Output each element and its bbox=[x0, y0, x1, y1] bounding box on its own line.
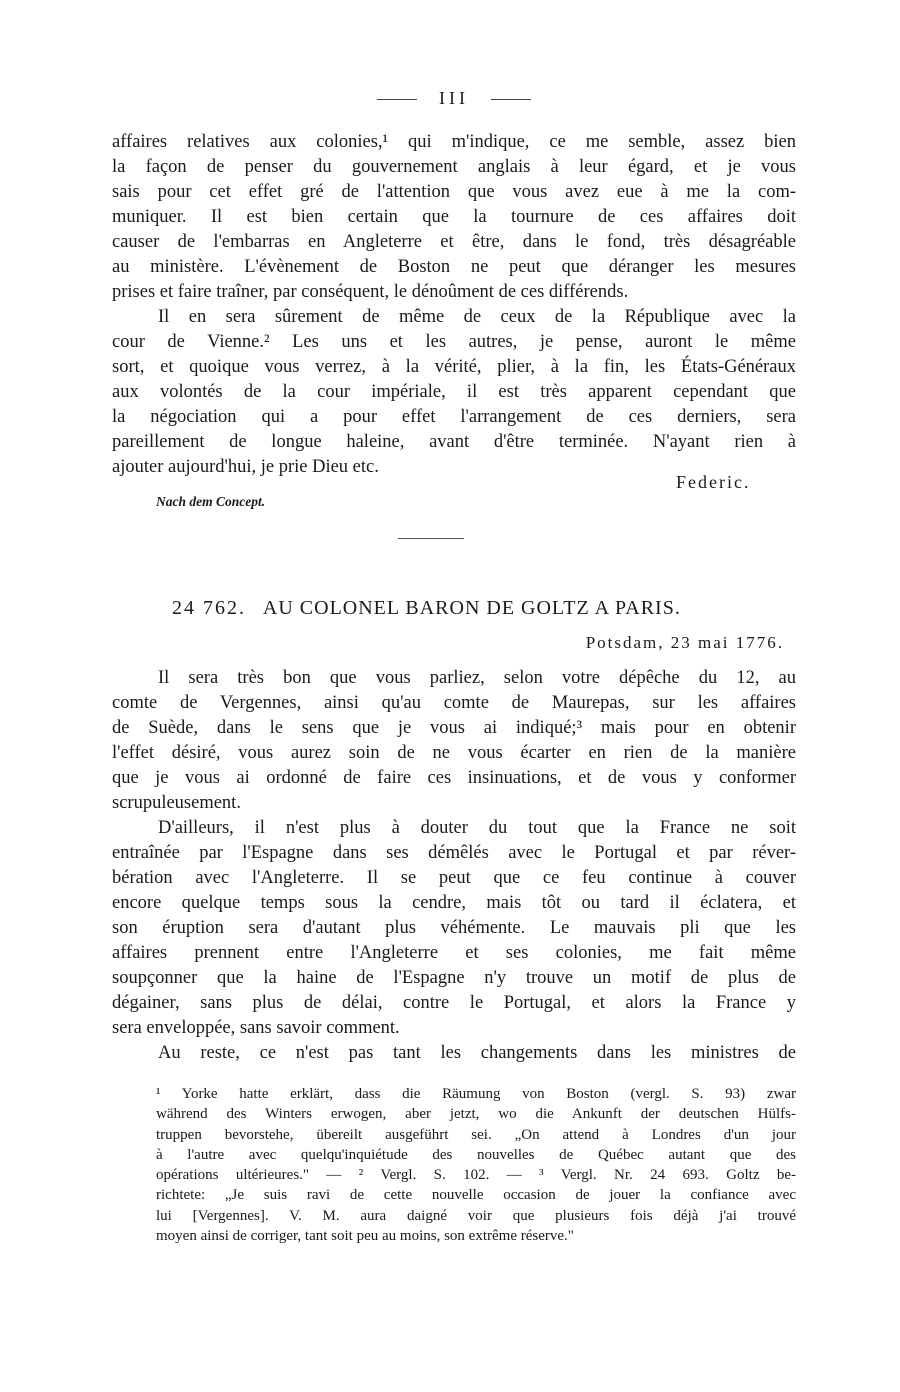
text-line: sera enveloppée, sans savoir comment. bbox=[112, 1018, 400, 1038]
letter-number: 24 762. bbox=[172, 597, 246, 619]
text-line: muniquer. Il est bien certain que la tournure de ces affaires doit bbox=[112, 207, 796, 227]
text-line: l'effet désiré, vous aurez soin de ne vous écarter en rien de la manière bbox=[112, 743, 796, 763]
source-note: Nach dem Concept. bbox=[156, 494, 266, 509]
footnote-line: lui [Vergennes]. V. M. aura daigné voir que plusieurs fois déjà j'ai trouvé bbox=[156, 1207, 796, 1224]
text-line: de Suède, dans le sens que je vous ai indiqué;³ mais pour en obtenir bbox=[112, 718, 796, 738]
letter-body bbox=[112, 666, 796, 1066]
text-line: D'ailleurs, il n'est plus à douter du tout que la France ne soit bbox=[158, 818, 796, 838]
text-line: la négociation qui a pour effet l'arrangement de ces derniers, sera bbox=[112, 407, 796, 427]
text-line: au ministère. L'évènement de Boston ne peut que déranger les mesures bbox=[112, 257, 796, 277]
text-line: pareillement de longue haleine, avant d'être terminée. N'ayant rien à bbox=[112, 432, 796, 452]
signature: Federic. bbox=[676, 472, 751, 492]
text-line: prises et faire traîner, par conséquent, le dénoûment de ces différends. bbox=[112, 282, 629, 302]
text-line: la façon de penser du gouvernement anglais à leur égard, et je vous bbox=[112, 157, 796, 177]
page-number: III bbox=[439, 88, 469, 108]
header-rule-left bbox=[377, 99, 417, 100]
text-line: cour de Vienne.² Les uns et les autres, je pense, auront le même bbox=[112, 332, 796, 352]
text-line: que je vous ai ordonné de faire ces insinuations, et de vous y conformer bbox=[112, 768, 796, 788]
footnote-line: opérations ultérieures." — ² Vergl. S. 102. — ³ Vergl. Nr. 24 693. Goltz be- bbox=[156, 1167, 796, 1184]
text-line: ajouter aujourd'hui, je prie Dieu etc. bbox=[112, 457, 379, 477]
footnote-line: richtete: „Je suis ravi de cette nouvelle occasion de jouer la confiance avec bbox=[156, 1187, 796, 1204]
text-line: scrupuleusement. bbox=[112, 793, 241, 813]
footnote-line: à l'autre avec quelqu'inquiétude des nouvelles de Québec autant que des bbox=[156, 1146, 796, 1163]
letter-heading bbox=[172, 597, 681, 620]
text-line: soupçonner que la haine de l'Espagne n'y trouve un motif de plus de bbox=[112, 968, 796, 988]
footnote-line: während des Winters erwogen, aber jetzt, wo die Ankunft der deutschen Hülfs- bbox=[156, 1106, 796, 1123]
text-line: sais pour cet effet gré de l'attention que vous avez eue à me la com- bbox=[112, 182, 796, 202]
text-line: Il sera très bon que vous parliez, selon votre dépêche du 12, au bbox=[158, 668, 796, 688]
text-line: sort, et quoique vous verrez, à la vérité, plier, à la fin, les États-Généraux bbox=[112, 357, 796, 377]
page-header bbox=[112, 88, 796, 109]
text-line: Il en sera sûrement de même de ceux de la République avec la bbox=[158, 307, 796, 327]
footnote-line: ¹ Yorke hatte erklärt, dass die Räumung von Boston (vergl. S. 93) zwar bbox=[156, 1086, 796, 1102]
text-line: son éruption sera d'autant plus véhémente. Le mauvais pli que les bbox=[112, 918, 796, 938]
place-date: Potsdam, 23 mai 1776. bbox=[585, 633, 784, 652]
text-line: aux volontés de la cour impériale, il est très apparent cependant que bbox=[112, 382, 796, 402]
text-line: causer de l'embarras en Angleterre et être, dans le fond, très désagréable bbox=[112, 232, 796, 252]
footnotes bbox=[156, 1084, 796, 1246]
text-line: affaires prennent entre l'Angleterre et ses colonies, me fait même bbox=[112, 943, 796, 963]
footnote-line: truppen bevorstehe, übereilt ausgeführt sei. „On attend à Londres d'un jour bbox=[156, 1126, 796, 1143]
text-line: encore quelque temps sous la cendre, mais tôt ou tard il éclatera, et bbox=[112, 893, 796, 913]
section-divider bbox=[398, 538, 464, 539]
continued-letter-text bbox=[112, 130, 796, 480]
letter-title: AU COLONEL BARON DE GOLTZ A PARIS. bbox=[262, 597, 681, 619]
text-line: comte de Vergennes, ainsi qu'au comte de Maurepas, sur les affaires bbox=[112, 693, 796, 713]
text-line: affaires relatives aux colonies,¹ qui m'indique, ce me semble, assez bien bbox=[112, 132, 796, 152]
text-line: dégainer, sans plus de délai, contre le Portugal, et alors la France y bbox=[112, 993, 796, 1013]
text-line: bération avec l'Angleterre. Il se peut que ce feu continue à couver bbox=[112, 868, 796, 888]
footnote-line: moyen ainsi de corriger, tant soit peu au moins, son extrême réserve." bbox=[156, 1228, 574, 1245]
header-rule-right bbox=[491, 99, 531, 100]
text-line: Au reste, ce n'est pas tant les changements dans les ministres de bbox=[158, 1043, 796, 1063]
text-line: entraînée par l'Espagne dans ses démêlés avec le Portugal et par réver- bbox=[112, 843, 796, 863]
